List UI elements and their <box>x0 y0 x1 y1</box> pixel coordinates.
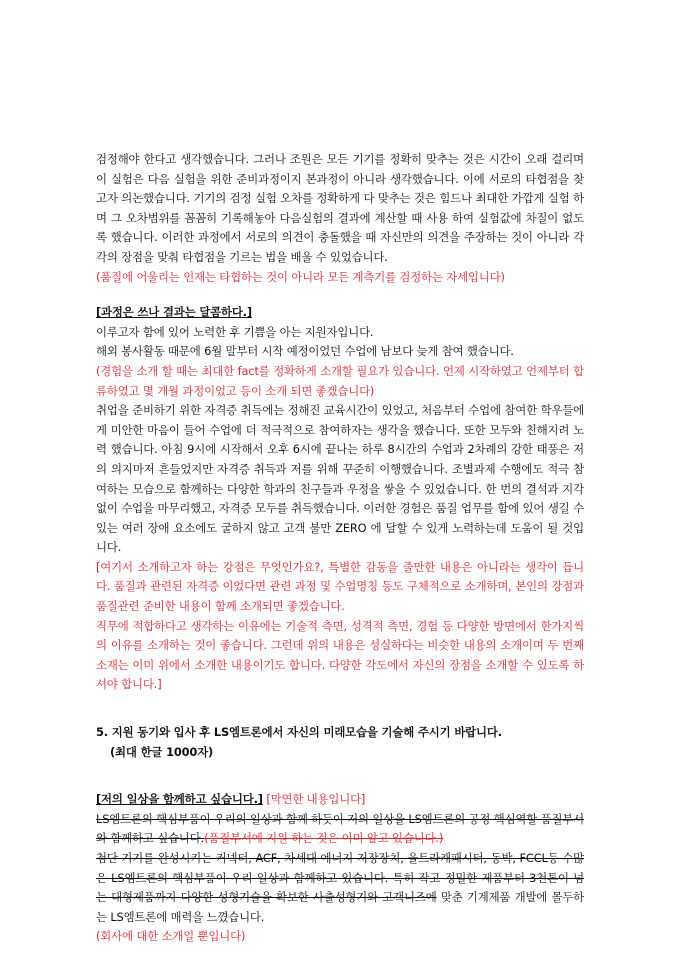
para-intro <box>96 150 584 268</box>
heading-daily <box>96 790 584 810</box>
question-title: 5. 지원 동기와 입사 후 LS엠트론에서 자신의 미래모습을 기술해 주시기 바랍니다. <box>96 725 502 740</box>
para-process-1 <box>96 323 584 343</box>
feedback-text: (회사에 대한 소개일 뿐입니다) <box>96 929 246 944</box>
body-text: 해외 봉사활동 때문에 6월 말부터 시작 예정이었던 수업에 남보다 늦게 참여 했습니다. <box>96 344 514 359</box>
feedback-text: 직무에 적합하다고 생각하는 이유에는 기술적 측면, 성격적 측면, 경험 등 다양한 방면에서 한가지씩의 이유를 소개하는 것이 좋습니다. 그런데 위의 내용은 성실하다는 비슷한 내용의 소개이며 두 번째 소재는 이미 위에서 소개한 내용이기도 합니다. 다양한 각도에서 자신의 장점을 소개할 수 있도록 하셔야 합니다.] <box>96 618 584 692</box>
question-limit: (최대 한글 1000자) <box>110 744 214 759</box>
section-heading-text: [저의 일상을 함께하고 싶습니다.] <box>96 792 263 807</box>
feedback-text: (품질부서에 지원 하는 것은 이미 알고 있습니다.) <box>204 831 444 846</box>
para-daily-1 <box>96 810 584 849</box>
feedback-text: (품질에 어울리는 인재는 타협하는 것이 아니라 모든 계측기를 검정하는 자세입니다) <box>96 269 505 284</box>
body-text: 취업을 준비하기 위한 자격증 취득에는 정해진 교육시간이 있었고, 처음부터 수업에 참여한 학우들에게 미안한 마음이 들어 수업에 더 적극적으로 참여하자는 생각을 했습니다. 또한 모두와 친해지려 노력 했습니다. 아침 9시에 시작해서 오후 6시에 끝나는 하루 8시간의 수업과 2차례의 강한 태풍은 저의 의지마저 흔들었지만 자격증 취득과 저를 위해 꾸준히 이행했습니다. 조별과제 수행에도 적극 참여하는 모습으로 함께하는 다양한 학과의 친구들과 우정을 쌓을 수 있었습니다. 한 번의 결석과 지각없이 수업을 마무리했고, 자격증 모두를 취득했습니다. 이러한 경험은 품질 업무를 함에 있어 생길 수 있는 여러 장애 요소에도 굴하지 않고 고객 불만 ZERO 에 달할 수 있게 노력하는데 도움이 될 것입니다. <box>96 403 584 555</box>
section-heading-text: [과정은 쓰나 결과는 달콤하다.] <box>96 305 252 320</box>
body-text: 맞춘 기계제품 개발에 몰두하는 LS엠트론에 매력을 느꼈습니다. <box>96 890 585 924</box>
body-text: LS엠트론의 핵심부품이 우리의 일상과 함께 하듯이 저의 일상을 LS엠트론의 공정 핵심역할 품질부서와 함께하고 싶습니다. <box>96 811 585 846</box>
para-daily-2 <box>96 849 584 927</box>
spacer <box>96 287 584 303</box>
feedback-process-1 <box>96 362 584 401</box>
feedback-intro <box>96 268 584 288</box>
body-text: 첨단 기기를 완성시키는 커넥터, ACF, 차세대 에너지 저장장치, 울트라캐패시터, 동박, FCCL등 수많은 LS엠트론의 핵심부품이 우리 일상과 함께하고 있습니다. 특히 작고 정밀한 제품부터 3천톤이 넘는 대형제품까지 다양한 성형기술을 확보한 사출성형기와 고객니즈에 <box>96 851 584 905</box>
feedback-text: (경험을 소개 할 때는 최대한 fact를 정확하게 소개할 필요가 있습니다. 언제 시작하였고 언제부터 합류하였고 몇 개월 과정이었고 등이 소개 되면 좋겠습니다) <box>96 363 584 398</box>
spacer <box>96 695 584 723</box>
spacer <box>96 762 584 790</box>
feedback-process-2 <box>96 558 584 617</box>
question-5 <box>96 723 584 762</box>
feedback-daily <box>96 927 584 947</box>
feedback-text: [막연한 내용입니다] <box>266 792 366 807</box>
para-process-2 <box>96 342 584 362</box>
feedback-process-3 <box>96 617 584 695</box>
heading-process <box>96 303 584 323</box>
body-text: 이루고자 함에 있어 노력한 후 기쁨을 아는 지원자입니다. <box>96 324 374 339</box>
para-process-3 <box>96 401 584 558</box>
body-text: 검정해야 한다고 생각했습니다. 그러나 조원은 모든 기기를 정확히 맞추는 것은 시간이 오래 걸리며 이 실험은 다음 실험을 위한 준비과정이지 본과정이 아니라 생각했습니다. 이에 서로의 타협점을 찾고자 의논했습니다. 기기의 검정 실험 오차를 정확하게 다 맞추는 것은 힘드나 최대한 가깝게 실험 하며 그 오차범위를 꼼꼼히 기록해놓아 다음실험의 결과에 계산할 때 사용 하여 실험값에 차질이 없도록 했습니다. 이러한 과정에서 서로의 의견이 충돌했을 때 자신만의 의견을 주장하는 것이 아니라 각각의 장점을 맞춰 타협점을 기르는 법을 배울 수 있었습니다. <box>96 152 584 264</box>
feedback-text: [여기서 소개하고자 하는 강점은 무엇인가요?, 특별한 감동을 줄만한 내용은 아니라는 생각이 듭니다. 품질과 관련된 자격증 이었다면 관련 과정 및 수업명칭 등도 구체적으로 소개하며, 본인의 강점과 품질관련 준비한 내용이 함께 소개되면 좋겠습니다. <box>96 559 584 614</box>
